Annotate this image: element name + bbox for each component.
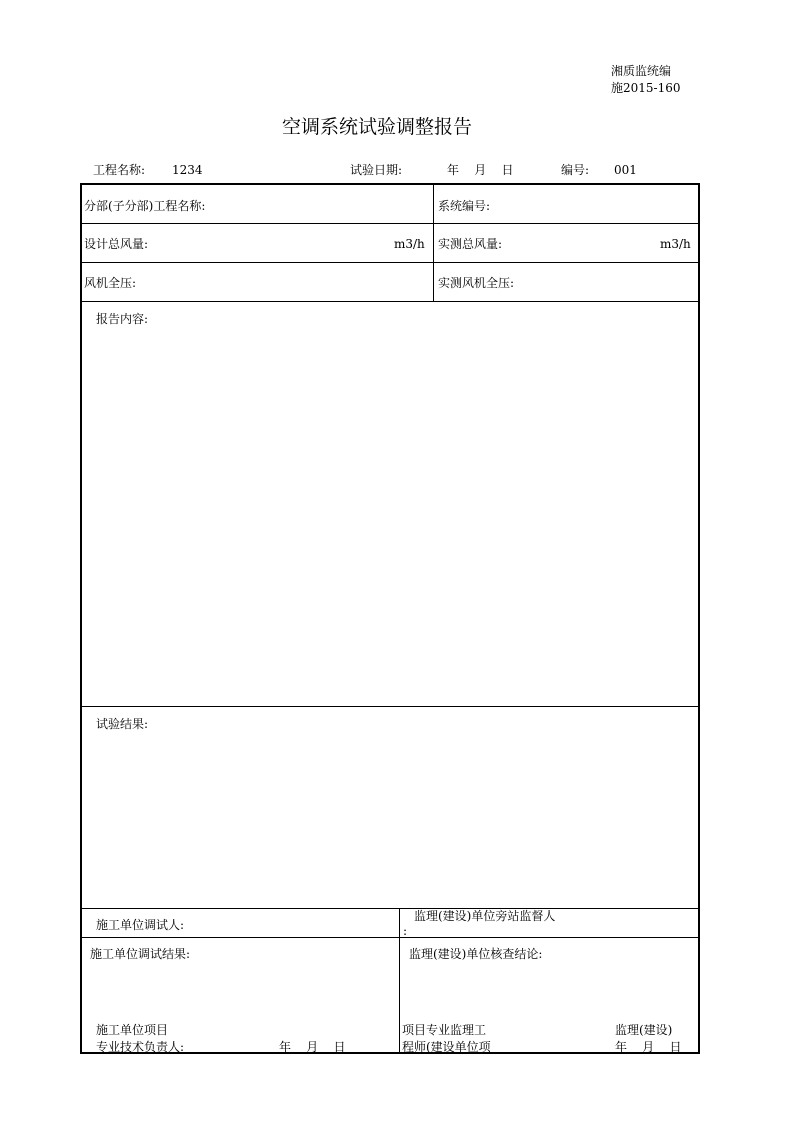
supervisor-conclusion-label: 监理(建设)单位核查结论: <box>409 947 543 961</box>
doc-code-line1: 湘质监统编 <box>611 64 672 78</box>
test-result-label: 试验结果: <box>96 717 149 731</box>
supervisor-sign-label: 监理(建设) <box>615 1023 673 1037</box>
system-number-label: 系统编号: <box>438 199 491 213</box>
test-date-label: 试验日期: <box>350 163 403 177</box>
subproject-name-label: 分部(子分部)工程名称: <box>84 199 206 213</box>
contractor-pm-label-line1: 施工单位项目 <box>96 1023 169 1037</box>
supervisor-witness-colon: : <box>403 924 408 938</box>
measured-fan-pressure-label: 实测风机全压: <box>438 276 515 290</box>
supervisor-sign-date: 年 月 日 <box>615 1040 682 1054</box>
contractor-sign-date: 年 月 日 <box>279 1040 346 1054</box>
contractor-pm-label-line2: 专业技术负责人: <box>96 1040 185 1054</box>
column-divider <box>433 183 434 302</box>
row-divider <box>80 937 699 938</box>
doc-number-label: 编号: <box>561 163 590 177</box>
measured-airflow-label: 实测总风量: <box>438 237 503 251</box>
supervisor-witness-label: 监理(建设)单位旁站监督人 <box>414 909 556 923</box>
design-airflow-unit: m3/h <box>394 237 425 251</box>
measured-airflow-unit: m3/h <box>660 237 691 251</box>
table-top-border <box>80 183 700 185</box>
project-name-value: 1234 <box>172 163 203 177</box>
table-right-border <box>698 183 700 1054</box>
row-divider <box>80 262 699 263</box>
page-title: 空调系统试验调整报告 <box>282 116 473 138</box>
doc-number-value: 001 <box>614 163 637 177</box>
supervising-engineer-label-line2: 程师(建设单位项 <box>402 1040 491 1054</box>
table-left-border <box>80 183 82 1054</box>
row-divider <box>80 908 699 909</box>
design-airflow-label: 设计总风量: <box>84 237 149 251</box>
column-divider <box>399 908 400 1053</box>
contractor-tester-label: 施工单位调试人: <box>96 918 185 932</box>
row-divider <box>80 223 699 224</box>
fan-pressure-label: 风机全压: <box>84 276 137 290</box>
supervising-engineer-label-line1: 项目专业监理工 <box>402 1023 487 1037</box>
doc-code-line2: 施2015-160 <box>611 81 681 95</box>
test-date-value: 年 月 日 <box>447 163 514 177</box>
project-name-label: 工程名称: <box>93 163 146 177</box>
row-divider <box>80 301 699 302</box>
row-divider <box>80 706 699 707</box>
contractor-result-label: 施工单位调试结果: <box>90 947 191 961</box>
report-content-label: 报告内容: <box>96 312 149 326</box>
